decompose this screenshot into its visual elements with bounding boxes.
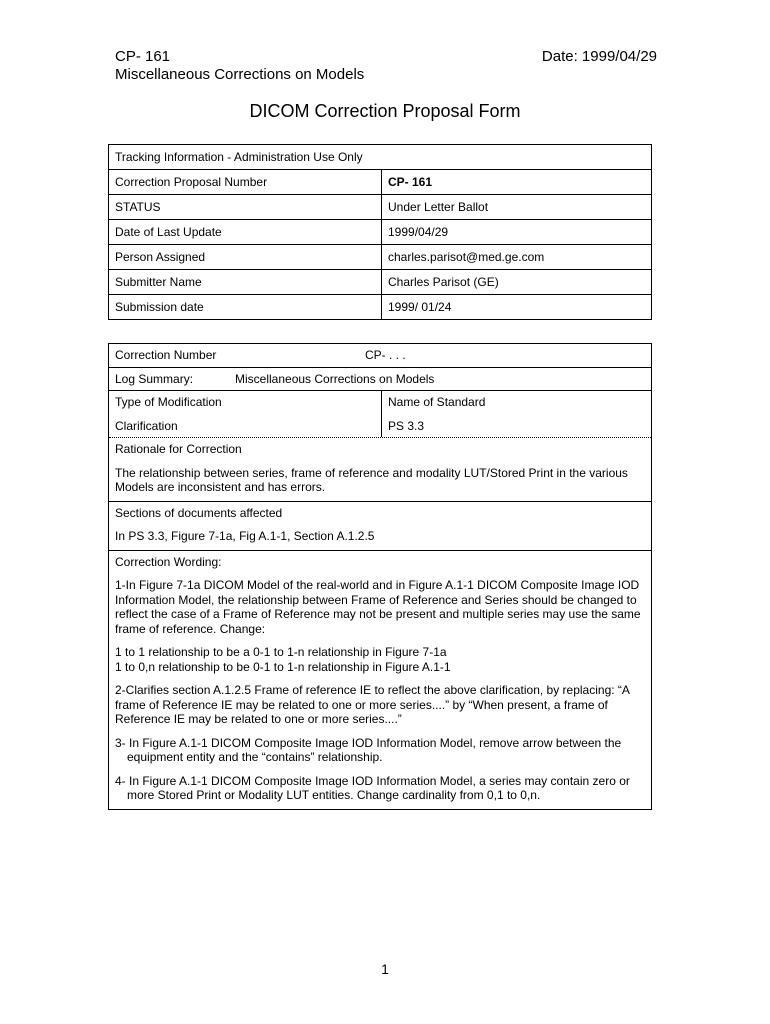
row-value: Charles Parisot (GE)	[382, 270, 652, 295]
row-value: 1999/04/29	[382, 220, 652, 245]
wording-paragraph-5: 4- In Figure A.1-1 DICOM Composite Image IOD Information Model, a series may contain zero or more Stored Print or Modality LUT entities. Change cardinality from 0,1 to 0,n.	[115, 773, 630, 802]
row-label: Submission date	[109, 295, 382, 320]
type-label: Type of Modification	[115, 395, 222, 409]
sections-affected	[109, 501, 651, 550]
log-summary-value: Miscellaneous Corrections on Models	[235, 371, 435, 386]
row-label: Correction Proposal Number	[109, 170, 382, 195]
wording-label: Correction Wording:	[115, 554, 222, 569]
modification-row	[109, 390, 651, 437]
correction-number-row	[109, 344, 651, 367]
wording-paragraph-4: 3- In Figure A.1-1 DICOM Composite Image IOD Information Model, remove arrow between the equipment entity and the “contains” relationship.	[115, 735, 622, 764]
row-label: STATUS	[109, 195, 382, 220]
row-label: Submitter Name	[109, 270, 382, 295]
tracking-heading: Tracking Information - Administration Use Only	[109, 145, 652, 170]
table-row	[109, 245, 652, 270]
row-value: 1999/ 01/24	[382, 295, 652, 320]
type-value: Clarification	[115, 418, 178, 433]
log-summary-label: Log Summary:	[115, 371, 194, 386]
standard-label: Name of Standard	[388, 395, 486, 409]
tracking-table	[108, 144, 652, 320]
rationale-text: The relationship between series, frame of reference and modality LUT/Stored Print in the various Models are inconsistent and has errors.	[115, 465, 628, 494]
correction-wording	[109, 550, 651, 809]
header-subtitle: Miscellaneous Corrections on Models	[115, 66, 365, 83]
wording-paragraph-3: 2-Clarifies section A.1.2.5 Frame of reference IE to reflect the above clarification, by replacing: “A frame of Reference IE may be related to one or more series....” by “When present, a frame of Reference IE may be related to one or more series....”	[115, 683, 630, 726]
row-label: Person Assigned	[109, 245, 382, 270]
row-value: Under Letter Ballot	[382, 195, 652, 220]
rationale-section	[109, 437, 651, 501]
sections-text: In PS 3.3, Figure 7-1a, Fig A.1-1, Section A.1.2.5	[115, 529, 375, 543]
rationale-label: Rationale for Correction	[115, 442, 242, 456]
table-row	[109, 270, 652, 295]
table-row	[109, 170, 652, 195]
correction-box	[108, 343, 652, 810]
row-value: CP- 161	[382, 170, 652, 195]
sections-label: Sections of documents affected	[115, 505, 283, 520]
header-date: Date: 1999/04/29	[541, 48, 657, 65]
correction-number-label: Correction Number	[115, 348, 217, 362]
table-row	[109, 295, 652, 320]
table-row	[109, 195, 652, 220]
row-value: charles.parisot@med.ge.com	[382, 245, 652, 270]
row-label: Date of Last Update	[109, 220, 382, 245]
cp-number: CP- 161	[115, 48, 171, 65]
wording-paragraph-2a: 1 to 1 relationship to be a 0-1 to 1-n relationship in Figure 7-1a	[115, 645, 447, 659]
standard-value: PS 3.3	[388, 418, 425, 433]
wording-paragraph-2b: 1 to 0,n relationship to be 0-1 to 1-n relationship in Figure A.1-1	[115, 659, 451, 674]
page-number: 1	[381, 961, 389, 977]
page-title: DICOM Correction Proposal Form	[249, 101, 521, 121]
correction-number-value: CP- . . .	[365, 348, 406, 362]
log-summary-row	[109, 367, 651, 391]
wording-paragraph-1: 1-In Figure 7-1a DICOM Model of the real-world and in Figure A.1-1 DICOM Composite Image IOD Information Model, the relationship between Frame of Reference and Series should be changed to reflect the case of a Frame of Reference may not be present and multiple series may use the same frame of reference. Change:	[115, 578, 641, 636]
table-row	[109, 220, 652, 245]
